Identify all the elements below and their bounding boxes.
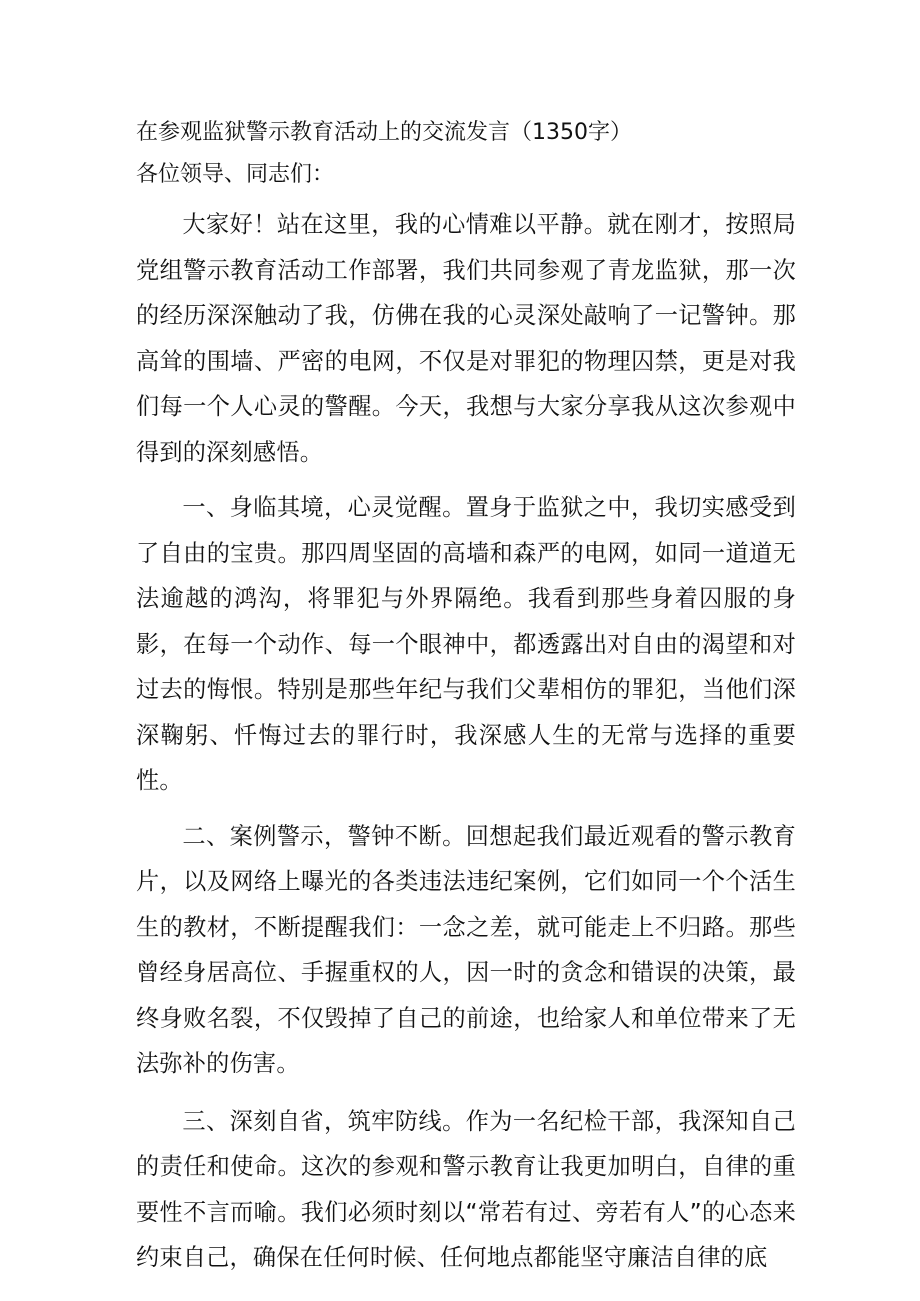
- paragraph-section-3: 三、深刻自省，筑牢防线。作为一名纪检干部，我深知自己的责任和使命。这次的参观和警示教育让我更加明白，自律的重要性不言而喻。我们必须时刻以“常若有过、旁若有人”的心态来约束自己，确保在任何时候、任何地点都能坚守廉洁自律的底: [136, 1107, 796, 1271]
- salutation: 各位领导、同志们：: [136, 162, 335, 187]
- paragraph-intro: 大家好！站在这里，我的心情难以平静。就在刚才，按照局党组警示教育活动工作部署，我们共同参观了青龙监狱，那一次的经历深深触动了我，仿佛在我的心灵深处敲响了一记警钟。那高耸的围墙、严密的电网，不仅是对罪犯的物理囚禁，更是对我们每一个人心灵的警醒。今天，我想与大家分享我从这次参观中得到的深刻感悟。: [136, 211, 796, 466]
- paragraph-section-2: 二、案例警示，警钟不断。回想起我们最近观看的警示教育片，以及网络上曝光的各类违法违纪案例，它们如同一个个活生生的教材，不断提醒我们：一念之差，就可能走上不归路。那些曾经身居高位、手握重权的人，因一时的贪念和错误的决策，最终身败名裂，不仅毁掉了自己的前途，也给家人和单位带来了无法弥补的伤害。: [136, 822, 796, 1077]
- document-title: 在参观监狱警示教育活动上的交流发言（1350字）: [136, 120, 632, 145]
- document-page: [136, 113, 796, 1281]
- paragraph-section-1: 一、身临其境，心灵觉醒。置身于监狱之中，我切实感受到了自由的宝贵。那四周坚固的高墙和森严的电网，如同一道道无法逾越的鸿沟，将罪犯与外界隔绝。我看到那些身着囚服的身影，在每一个动作、每一个眼神中，都透露出对自由的渴望和对过去的悔恨。特别是那些年纪与我们父辈相仿的罪犯，当他们深深鞠躬、忏悔过去的罪行时，我深感人生的无常与选择的重要性。: [136, 494, 796, 794]
